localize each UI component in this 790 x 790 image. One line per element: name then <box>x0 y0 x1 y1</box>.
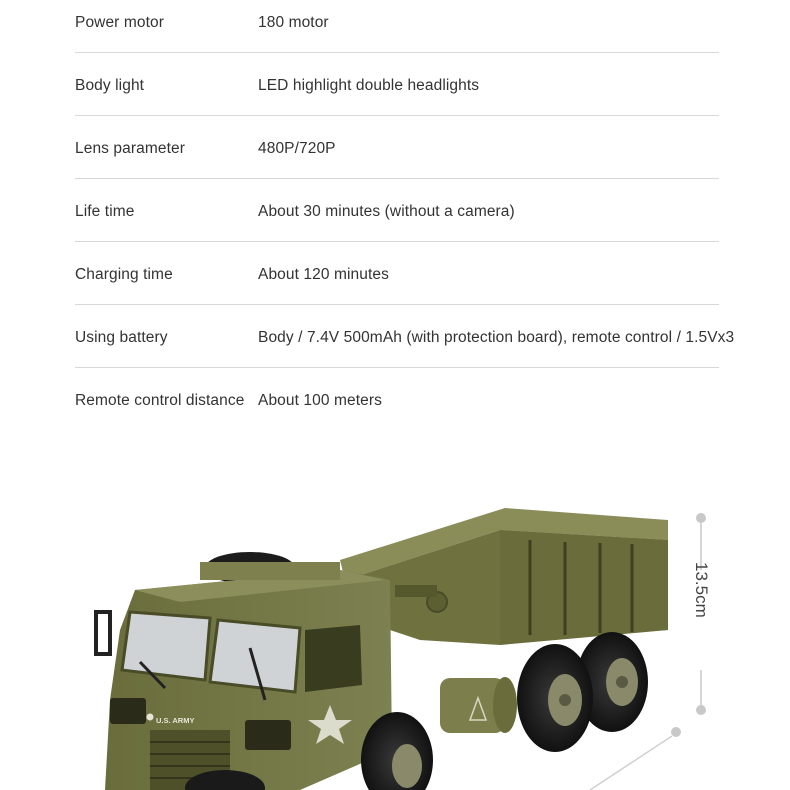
spec-row-life-time <box>75 179 719 242</box>
spec-value: About 100 meters <box>258 392 382 409</box>
army-truck-illustration <box>0 430 790 790</box>
product-image <box>0 430 790 790</box>
spec-row-power-motor <box>75 0 719 53</box>
spec-value: About 30 minutes (without a camera) <box>258 203 515 220</box>
spec-label: Using battery <box>75 329 168 346</box>
door-marking: U.S. ARMY <box>156 716 195 725</box>
spec-label: Life time <box>75 203 135 220</box>
spec-row-charging-time <box>75 242 719 305</box>
height-dimension-label: 13.5cm <box>692 562 711 618</box>
spec-value: LED highlight double headlights <box>258 77 480 94</box>
spec-row-remote-distance <box>75 368 719 430</box>
spec-row-body-light <box>75 53 719 116</box>
spec-table <box>75 0 735 430</box>
spec-label: Body light <box>75 77 145 94</box>
spec-row-lens-parameter <box>75 116 719 179</box>
truck-cab <box>96 562 392 790</box>
spec-row-using-battery <box>75 305 735 368</box>
spec-label: Power motor <box>75 14 164 31</box>
spec-value: 480P/720P <box>258 140 336 157</box>
spec-label: Lens parameter <box>75 140 185 157</box>
fuel-tank <box>440 677 517 733</box>
spec-label: Charging time <box>75 266 173 283</box>
spec-label: Remote control distance <box>75 392 245 409</box>
spec-value: Body / 7.4V 500mAh (with protection board), remote control / 1.5Vx3 <box>258 329 735 346</box>
spec-value: About 120 minutes <box>258 266 389 283</box>
spec-value: 180 motor <box>258 14 329 31</box>
rear-wheels <box>517 632 648 752</box>
